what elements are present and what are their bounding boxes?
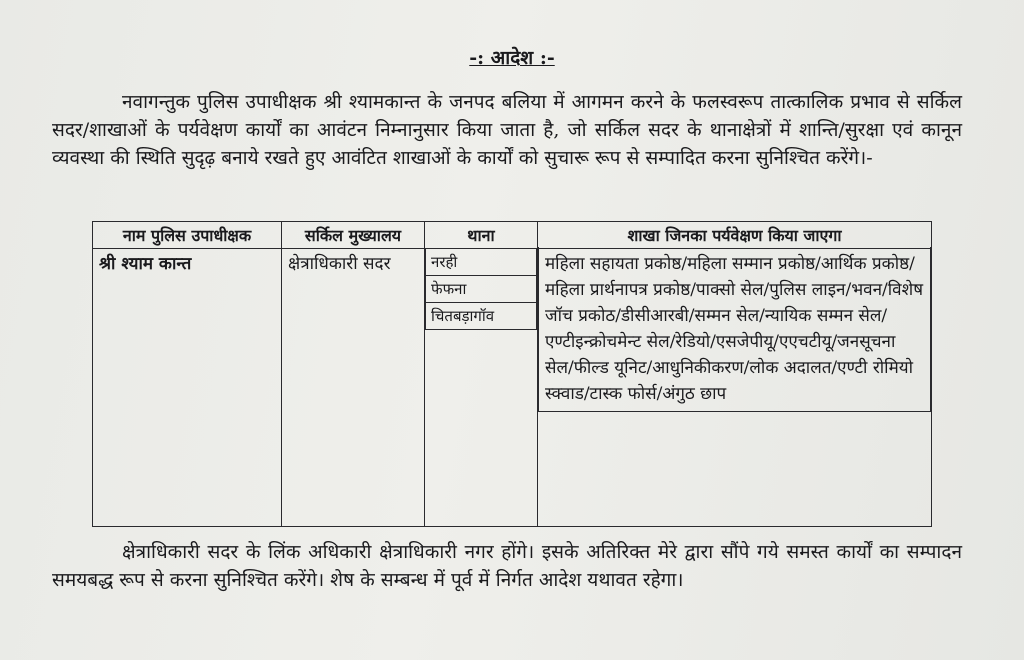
branches-text: महिला सहायता प्रकोष्ठ/महिला सम्मान प्रकोष्ठ/आर्थिक प्रकोष्ठ/महिला प्रार्थनापत्र प्रकोष्ठ/पाक्सो सेल/पुलिस लाइन/भवन/विशेष जॉच प्रकोठ/डीसीआरबी/सम्मन सेल/न्यायिक सम्मन सेल/एण्टीइन्क्रोचमेन्ट सेल/रेडियो/एसजेपीयू/एएचटीयू/जनसूचना सेल/फील्ड यूनिट/आधुनिकीकरण/लोक अदालत/एण्टी रोमियो स्क्वाड/टास्क फोर्स/अंगुठ छाप [538, 247, 931, 412]
table-row [93, 249, 932, 527]
thana-item: चितबड़ागॉव [425, 303, 537, 330]
circle-cell: क्षेत्राधिकारी सदर [282, 249, 425, 527]
officer-name-cell: श्री श्याम कान्त [93, 249, 282, 527]
heading-text: -: आदेश :- [469, 47, 555, 69]
table-header-row [93, 222, 932, 249]
header-thana: थाना [425, 222, 538, 249]
closing-paragraph: क्षेत्राधिकारी सदर के लिंक अधिकारी क्षेत्राधिकारी नगर होंगे। इसके अतिरिक्त मेरे द्वारा सौंपे गये समस्त कार्यों का सम्पादन समयबद्ध रूप से करना सुनिश्चित करेंगे। शेष के सम्बन्ध में पूर्व में निर्गत आदेश यथावत रहेगा। [52, 541, 962, 591]
header-branches: शाखा जिनका पर्यवेक्षण किया जाएगा [538, 222, 932, 249]
intro-paragraph: नवागन्तुक पुलिस उपाधीक्षक श्री श्यामकान्त के जनपद बलिया में आगमन करने के फलस्वरूप तात्कालिक प्रभाव से सर्किल सदर/शाखाओं के पर्यवेक्षण कार्यों का आवंटन निम्नानुसार किया जाता है, जो सर्किल सदर के थानाक्षेत्रों में शान्ति/सुरक्षा एवं कानून व्यवस्था की स्थिति सुदृढ़ बनाये रखते हुए आवंटित शाखाओं के कार्यों को सुचारू रूप से सम्पादित करना सुनिश्चित करेंगे।- [52, 91, 962, 169]
assignment-table [92, 221, 932, 527]
thana-cell [425, 249, 538, 527]
thana-item: नरही [425, 249, 537, 276]
order-heading [0, 44, 1024, 70]
thana-list [431, 249, 531, 330]
header-circle-hq: सर्किल मुख्यालय [282, 222, 425, 249]
header-officer-name: नाम पुलिस उपाधीक्षक [93, 222, 282, 249]
thana-item: फेफना [425, 276, 537, 303]
branches-cell [538, 249, 932, 527]
